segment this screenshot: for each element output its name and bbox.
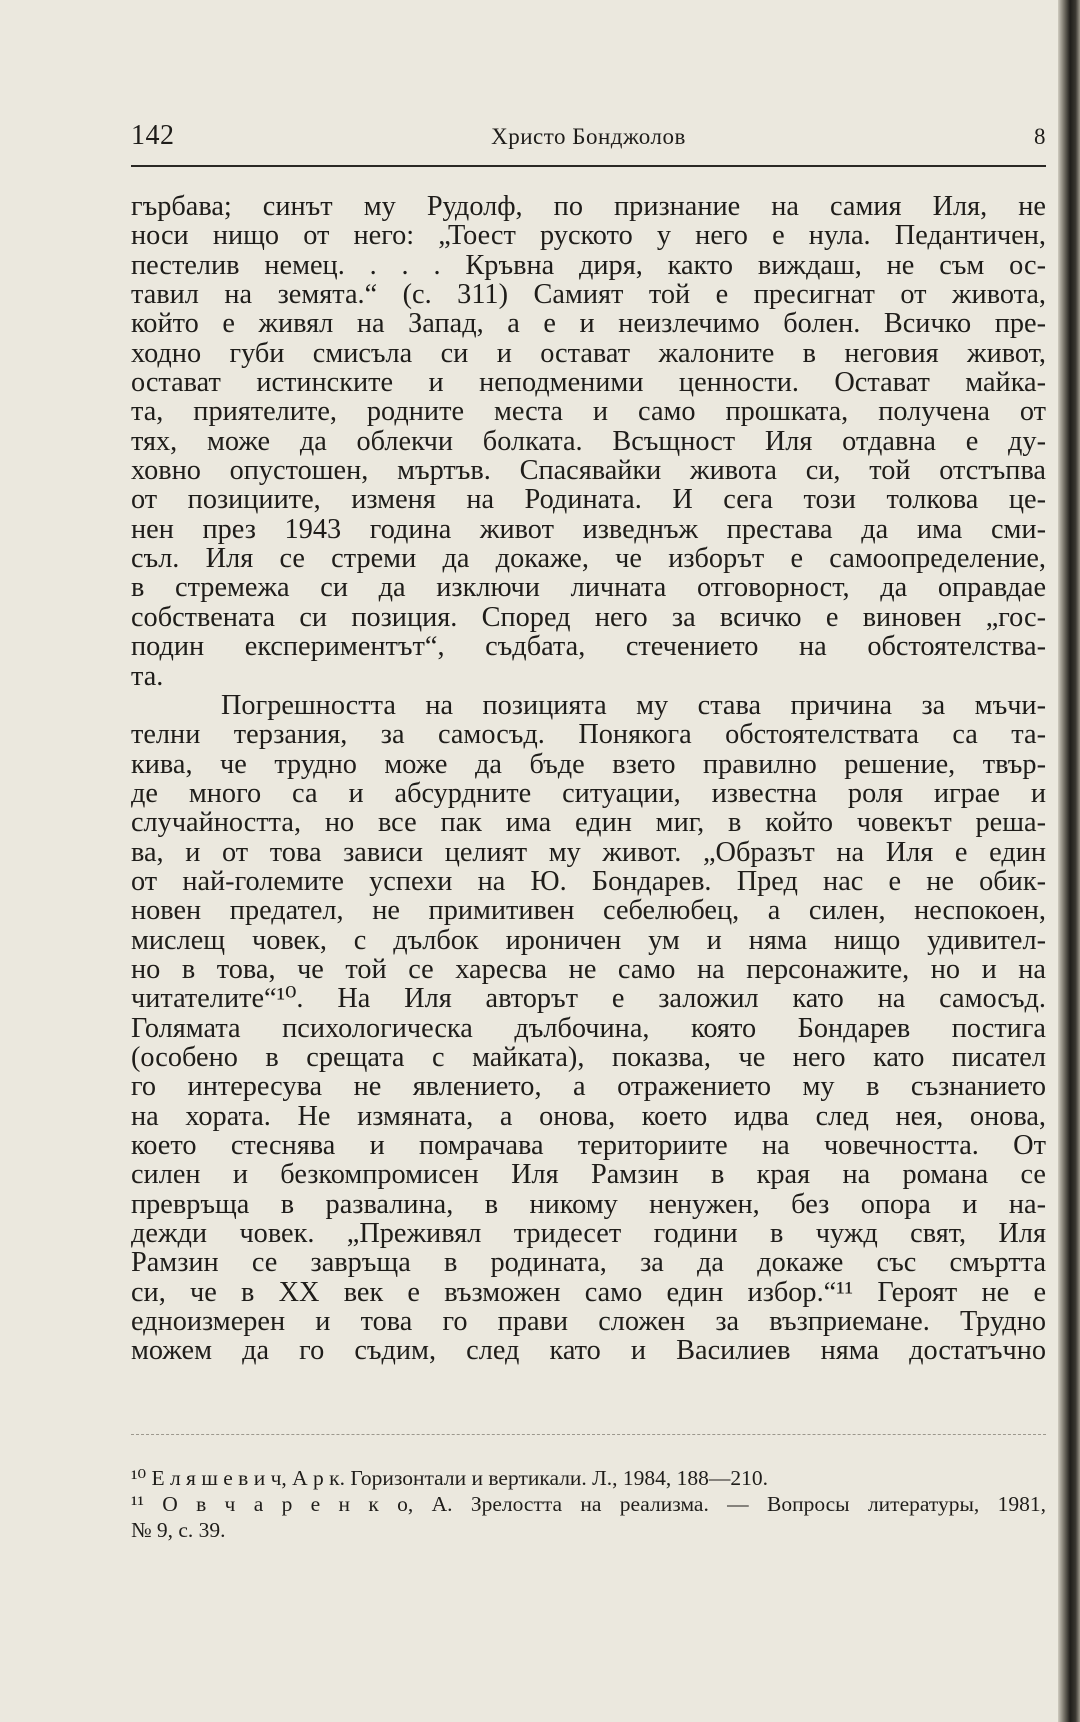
section-mark: 8 <box>1034 124 1046 149</box>
footnote-11-continued: № 9, с. 39. <box>131 1518 226 1542</box>
text-line: та. <box>131 660 164 692</box>
body-text <box>131 192 1046 1366</box>
book-spine-edge <box>1058 0 1080 1722</box>
text-line: мислещ човек, с дълбок ироничен ум и няма нищо удивител- <box>131 924 1046 956</box>
text-line: тавил на земята.“ (с. 311) Самият той е пресигнат от живота, <box>131 279 1046 311</box>
text-line: превръща в развалина, в никому ненужен, без опора и на- <box>131 1188 1046 1220</box>
text-line: нен през 1943 година живот изведнъж престава да има сми- <box>131 513 1046 545</box>
page-header <box>131 118 1046 158</box>
text-line: читателите“¹⁰. На Иля авторът е заложил като на самосъд. <box>131 983 1046 1015</box>
text-line: но в това, че той се харесва не само на персонажите, но и на <box>131 953 1046 985</box>
text-line: ходно губи смисъла си и остават жалоните в неговия живот, <box>131 337 1046 369</box>
text-line: тях, може да облекчи болката. Всъщност Иля отдавна е ду- <box>131 425 1046 457</box>
text-line: де много са и абсурдните ситуации, известна роля играе и <box>131 777 1046 809</box>
running-title: Христо Бонджолов <box>491 124 686 149</box>
text-line: носи нищо от него: „Тоест руското у него е нула. Педантичен, <box>131 220 1046 252</box>
page-number: 142 <box>131 120 175 151</box>
text-line: едноизмерен и това го прави сложен за възприемане. Трудно <box>131 1306 1046 1338</box>
header-rule <box>131 165 1046 167</box>
text-line: ва, и от това зависи целият му живот. „Образът на Иля е един <box>131 836 1046 868</box>
text-line: Голямата психологическа дълбочина, която Бондарев постига <box>131 1012 1046 1044</box>
text-line: от позициите, изменя на Родината. И сега този толкова це- <box>131 484 1046 516</box>
text-line: можем да го съдим, след като и Василиев няма достатъчно <box>131 1335 1046 1367</box>
footnote-10: ¹⁰ Е л я ш е в и ч, А р к. Горизонтали и вертикали. Л., 1984, 188—210. <box>131 1466 769 1490</box>
text-line: собствената си позиция. Според него за всичко е виновен „гос- <box>131 601 1046 633</box>
text-line: остават истинските и неподменими ценности. Остават майка- <box>131 367 1046 399</box>
text-line: (особено в срещата с майката), показва, че него като писател <box>131 1041 1046 1073</box>
text-line: подин експериментът“, съдбата, стечението на обстоятелства- <box>131 631 1046 663</box>
footnotes <box>131 1465 1046 1543</box>
text-line: ховно опустошен, мъртъв. Спасявайки живота си, той отстъпва <box>131 455 1046 487</box>
text-line: Рамзин се завръща в родината, за да докаже със смъртта <box>131 1247 1046 1279</box>
text-line: го интересува не явлението, а отражението му в съзнанието <box>131 1071 1046 1103</box>
paragraph-first-line: Погрешността на позицията му става причина за мъчи- <box>221 689 1046 721</box>
text-line: си, че в XX век е възможен само един избор.“¹¹ Героят не е <box>131 1276 1046 1308</box>
text-line: новен предател, не примитивен себелюбец, а силен, неспокоен, <box>131 895 1046 927</box>
text-line: на хората. Не измяната, а онова, което идва след нея, онова, <box>131 1100 1046 1132</box>
text-line: силен и безкомпромисен Иля Рамзин в края на романа се <box>131 1159 1046 1191</box>
footnote-11: ¹¹ О в ч а р е н к о, А. Зрелостта на реализма. — Вопросы литературы, 1981, <box>131 1492 1046 1516</box>
text-line: от най-големите успехи на Ю. Бондарев. Пред нас е не обик- <box>131 865 1046 897</box>
text-line: кива, че трудно може да бъде взето правилно решение, твър- <box>131 748 1046 780</box>
text-line: та, приятелите, родните места и само прошката, получена от <box>131 396 1046 428</box>
footnote-divider <box>131 1434 1046 1435</box>
text-line: съл. Иля се стреми да докаже, че изборът е самоопределение, <box>131 543 1046 575</box>
text-line: в стремежа си да изключи личната отговорност, да оправдае <box>131 572 1046 604</box>
text-line: което стеснява и помрачава териториите на човечността. От <box>131 1130 1046 1161</box>
text-line: дежди човек. „Преживял тридесет години в чужд свят, Иля <box>131 1218 1046 1250</box>
text-line: който е живял на Запад, а е и неизлечимо болен. Всичко пре- <box>131 308 1046 340</box>
text-line: телни терзания, за самосъд. Понякога обстоятелствата са та- <box>131 719 1046 751</box>
text-line: пестелив немец. . . . Кръвна диря, както виждаш, не съм ос- <box>131 249 1046 281</box>
text-line: гърбава; синът му Рудолф, по признание на самия Иля, не <box>131 191 1046 222</box>
text-line: случайността, но все пак има един миг, в който човекът реша- <box>131 807 1046 839</box>
